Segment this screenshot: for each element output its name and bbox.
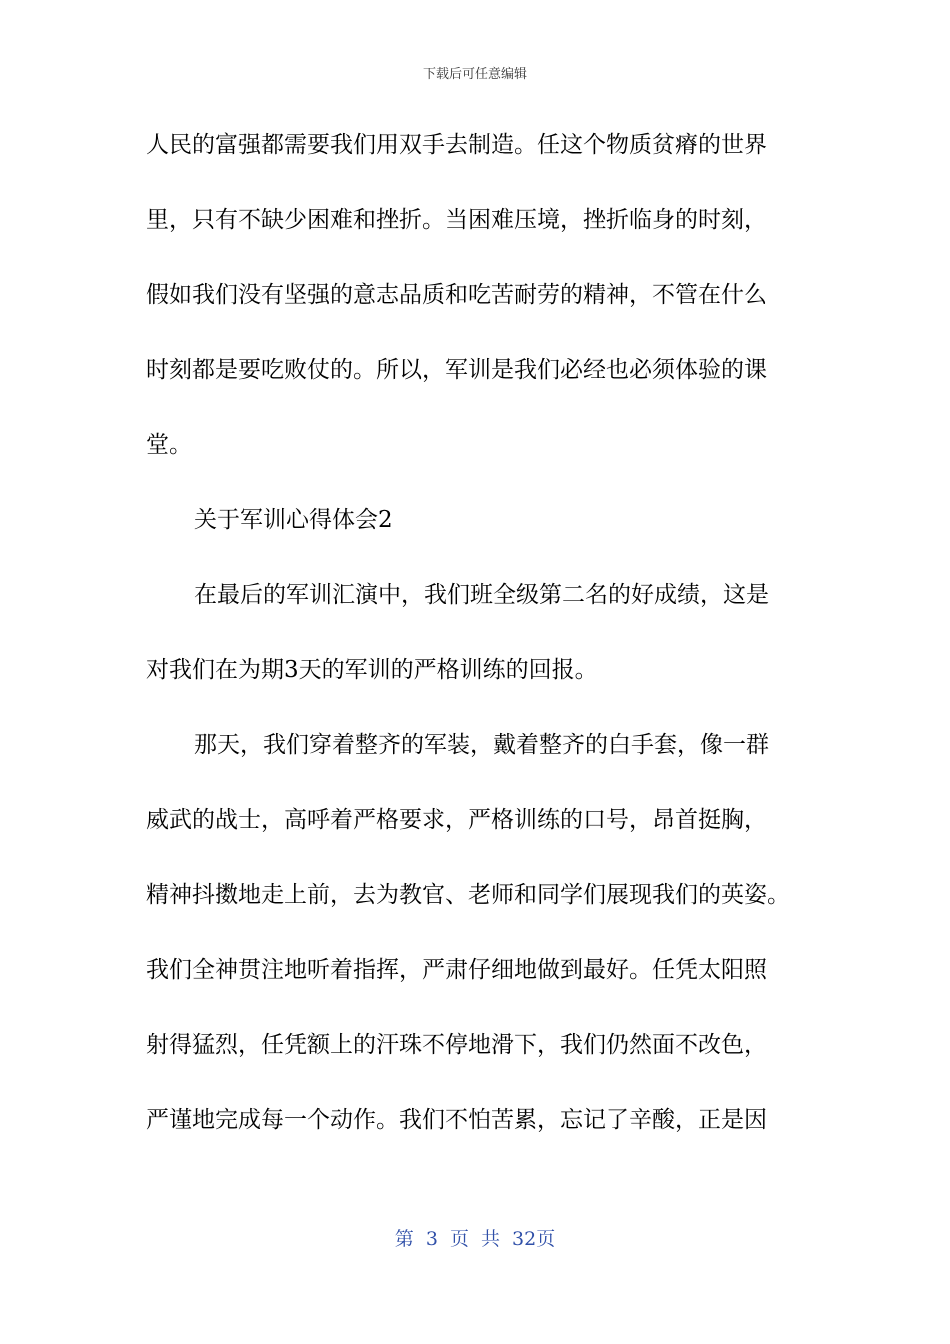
text-line: 威武的战士，高呼着严格要求，严格训练的口号，昂首挺胸， [146,807,767,833]
text-line: 射得猛烈，任凭额上的汗珠不停地滑下，我们仍然面不改色， [146,1032,767,1058]
text-line: 时刻都是要吃败仗的。所以，军训是我们必经也必须体验的课 [146,357,767,383]
text-line: 在最后的军训汇演中，我们班全级第二名的好成绩，这是 [194,582,769,608]
page-number: 第 3 页 共 32页 [394,1228,556,1250]
text-line: 堂。 [146,432,192,458]
page-header: 下载后可任意编辑 [422,67,527,82]
text-line: 里，只有不缺少困难和挫折。当困难压境，挫折临身的时刻， [146,207,767,233]
text-line: 精神抖擞地走上前，去为教官、老师和同学们展现我们的英姿。 [146,882,790,908]
document-body [146,125,818,1175]
text-line: 那天，我们穿着整齐的军装，戴着整齐的白手套，像一群 [194,732,769,758]
text-line: 假如我们没有坚强的意志品质和吃苦耐劳的精神，不管在什么 [146,282,767,308]
text-line: 对我们在为期3天的军训的严格训练的回报。 [146,657,598,683]
text-line: 我们全神贯注地听着指挥，严肃仔细地做到最好。任凭太阳照 [146,957,767,983]
text-line: 严谨地完成每一个动作。我们不怕苦累，忘记了辛酸，正是因 [146,1107,767,1133]
text-line: 人民的富强都需要我们用双手去制造。任这个物质贫瘠的世界 [146,132,767,158]
section-heading: 关于军训心得体会2 [194,507,393,533]
